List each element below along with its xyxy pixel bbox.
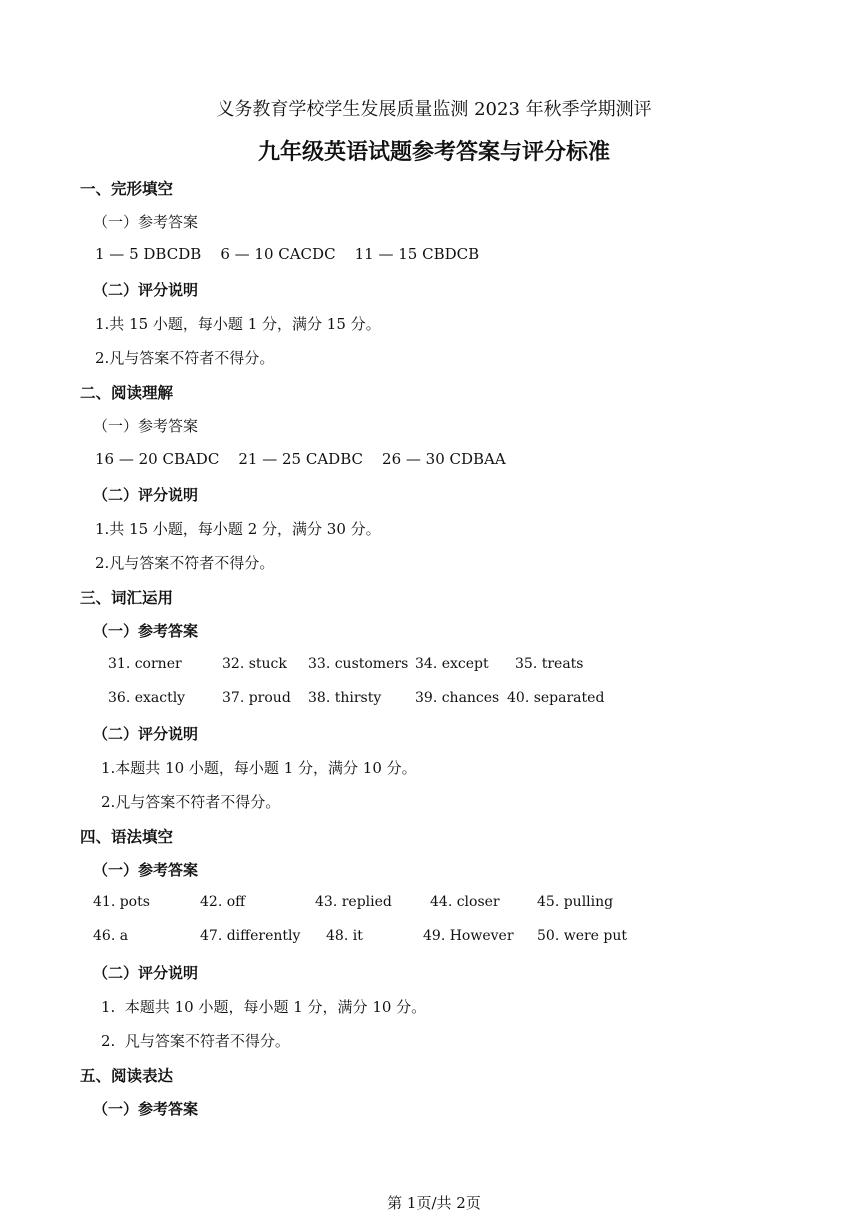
section-3-answer-label: （一）参考答案 [93, 622, 199, 640]
list-item: 39. chances [415, 690, 500, 706]
section-2-answers: 16 — 20 CBADC 21 — 25 CADBC 26 — 30 CDBAA [95, 450, 506, 468]
list-item: 37. proud [222, 690, 291, 706]
section-4-heading: 四、语法填空 [80, 827, 174, 846]
list-item: 43. replied [315, 894, 392, 910]
list-item: 34. except [415, 656, 489, 672]
list-item: 47. differently [200, 928, 301, 944]
section-4-score-label: （二）评分说明 [93, 964, 199, 982]
section-2-rule-1: 1.共 15 小题，每小题 2 分，满分 30 分。 [95, 520, 381, 538]
list-item: 36. exactly [108, 690, 186, 706]
list-item: 33. customers [308, 656, 409, 672]
list-item: 50. were put [537, 928, 628, 944]
document-title: 九年级英语试题参考答案与评分标准 [257, 139, 610, 165]
section-1-heading: 一、完形填空 [80, 179, 174, 198]
section-5-heading: 五、阅读表达 [80, 1066, 174, 1085]
section-4-answer-label: （一）参考答案 [93, 861, 199, 879]
list-item: 46. a [93, 928, 129, 944]
section-2-score-label: （二）评分说明 [93, 486, 199, 504]
list-item: 44. closer [430, 894, 500, 910]
section-2-rule-2: 2.凡与答案不符者不得分。 [95, 554, 275, 572]
section-1-rule-1: 1.共 15 小题，每小题 1 分，满分 15 分。 [95, 315, 381, 333]
section-1-answer-label: （一）参考答案 [93, 213, 199, 231]
page-number-footer: 第 1页/共 2页 [387, 1194, 481, 1212]
list-item: 45. pulling [537, 894, 614, 910]
list-item: 31. corner [108, 656, 182, 672]
section-5-answer-label: （一）参考答案 [93, 1100, 199, 1118]
section-1-rule-2: 2.凡与答案不符者不得分。 [95, 349, 275, 367]
list-item: 38. thirsty [308, 690, 382, 706]
section-4-rule-2: 2. 凡与答案不符者不得分。 [101, 1032, 290, 1050]
section-3-score-label: （二）评分说明 [93, 725, 199, 743]
section-1-answers: 1 — 5 DBCDB 6 — 10 CACDC 11 — 15 CBDCB [95, 245, 480, 263]
list-item: 42. off [200, 894, 246, 910]
list-item: 35. treats [515, 656, 584, 672]
section-3-rule-2: 2.凡与答案不符者不得分。 [101, 793, 281, 811]
exam-title: 义务教育学校学生发展质量监测 2023 年秋季学期测评 [216, 99, 652, 120]
section-2-answer-label: （一）参考答案 [93, 417, 199, 435]
list-item: 40. separated [507, 690, 605, 706]
list-item: 49. However [423, 928, 514, 944]
list-item: 41. pots [93, 894, 150, 910]
list-item: 48. it [326, 928, 363, 944]
section-3-heading: 三、词汇运用 [80, 588, 174, 607]
section-1-score-label: （二）评分说明 [93, 281, 199, 299]
list-item: 32. stuck [222, 656, 287, 672]
section-4-rule-1: 1. 本题共 10 小题，每小题 1 分，满分 10 分。 [101, 998, 427, 1016]
section-2-heading: 二、阅读理解 [80, 383, 174, 402]
section-3-rule-1: 1.本题共 10 小题，每小题 1 分，满分 10 分。 [101, 759, 417, 777]
